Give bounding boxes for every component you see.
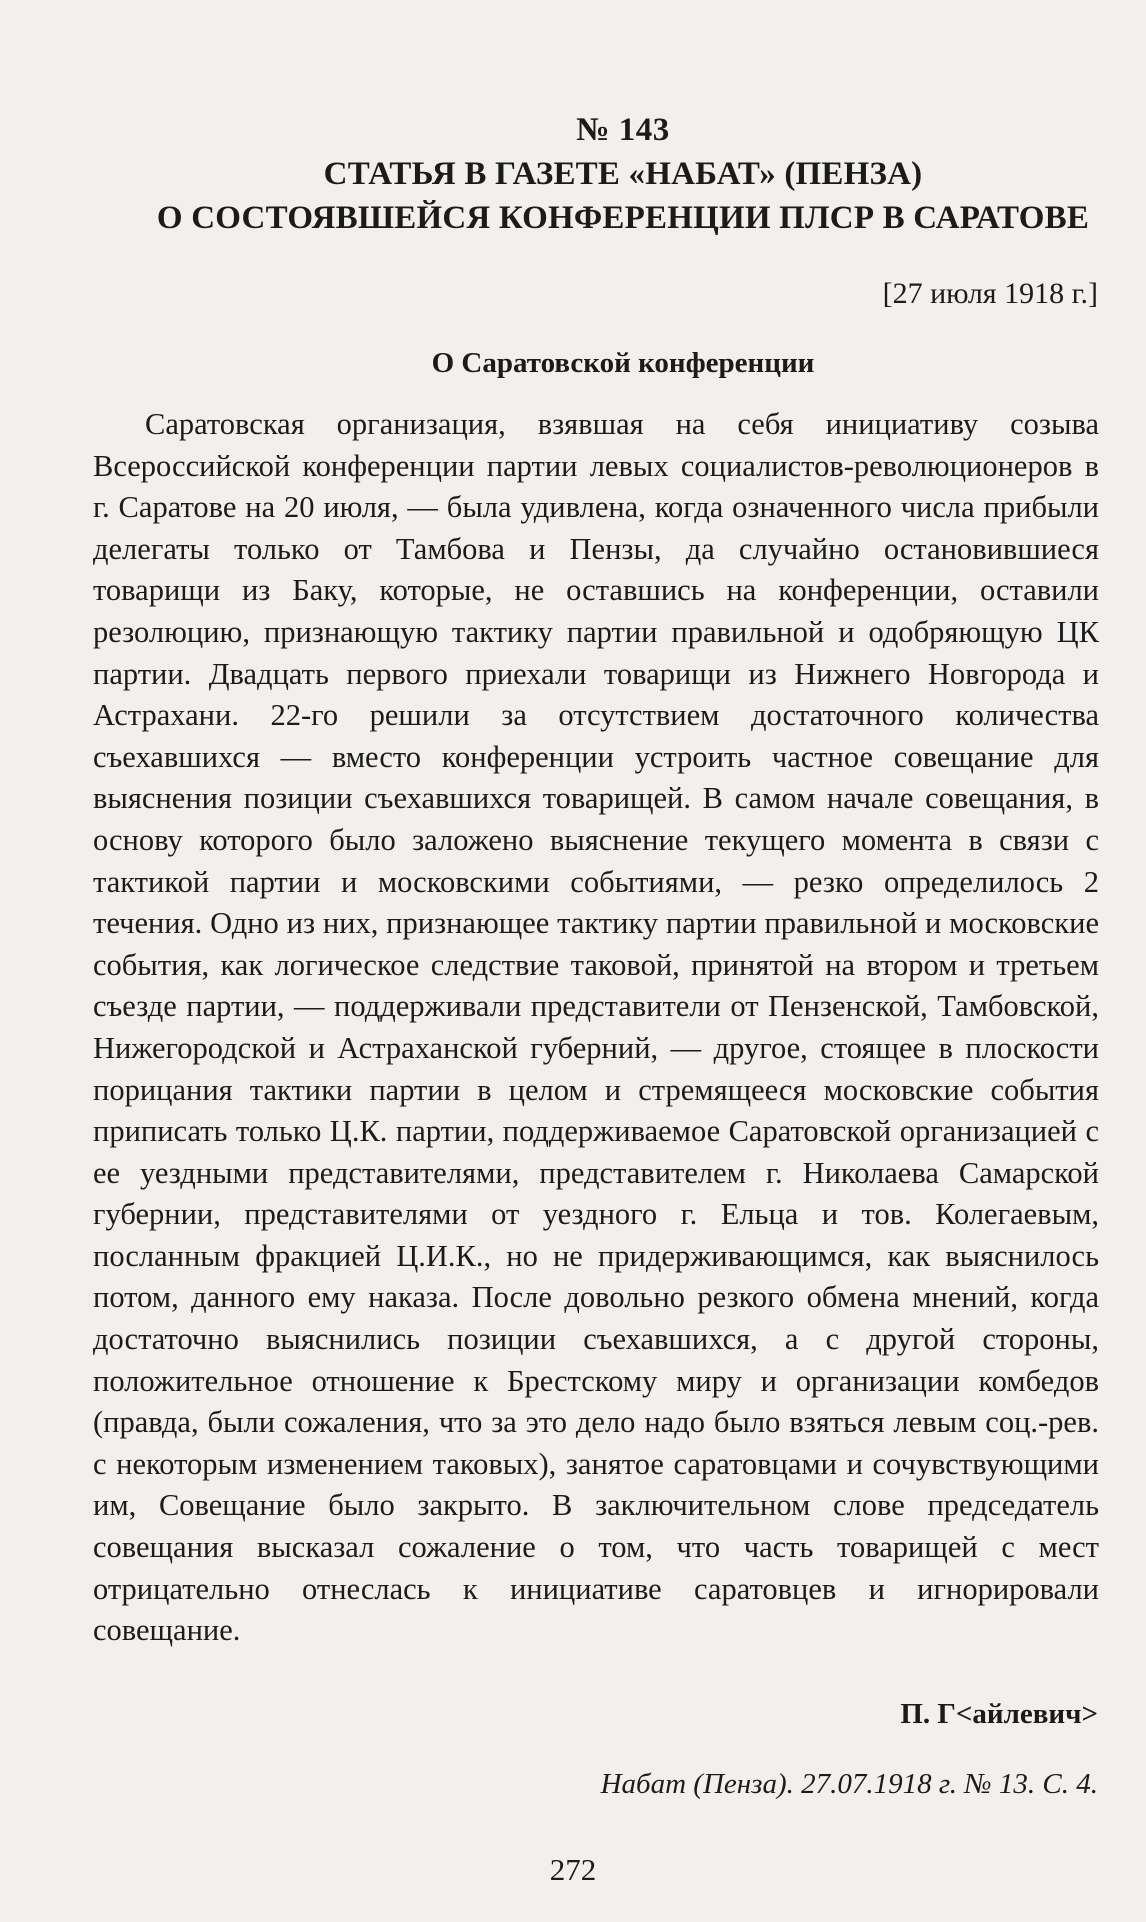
page-number: 272 [549,1852,597,1887]
document-date: [27 июля 1918 г.] [882,277,1098,310]
article-body: Саратовская организация, взявшая на себя инициативу созыва Всероссийской конференции партии левых социалистов-революционеров в г. Саратове на 20 июля, — была удивлена, когда означенного числа прибыли делегаты только от Тамбова и Пензы, да случайно остановившиеся товарищи из Баку, которые, не оставшись на конференции, оставили резолюцию, признающую тактику партии правильной и одобряющую ЦК партии. Двадцать первого приехали товарищи из Нижнего Новгорода и Астрахани. 22-го решили за отсутствием достаточного количества съехавшихся — вместо конференции устроить частное совещание для выяснения позиции съехавшихся товарищей. В самом начале совещания, в основу которого было заложено выяснение текущего момента в связи с тактикой партии и московскими событиями, — резко определилось 2 течения. Одно из них, признающее тактику партии правильной и московские события, как логическое следствие таковой, принятой на втором и третьем съезде партии, — поддерживали представители от Пензенской, Тамбовской, Нижегородской и Астраханской губерний, — другое, стоящее в плоскости порицания тактики партии в целом и стремящееся московские события приписать только Ц.К. партии, поддерживаемое Саратовской организацией с ее уездными представителями, представителем г. Николаева Самарской губернии, представителями от уездного г. Ельца и тов. Колегаевым, посланным фракцией Ц.И.К., но не придерживающимся, как выяснилось потом, данного ему наказа. После довольно резкого обмена мнений, когда достаточно выяснились позиции съехавшихся, а с другой стороны, положительное отношение к Брестскому миру и организации комбедов (правда, были сожаления, что за это дело надо было взяться левым соц.-рев. с некоторым изменением таковых), занятое саратовцами и сочувствующими им, Совещание было закрыто. В заключительном слове председатель совещания высказал сожаление о том, что часть товарищей с мест отрицательно отнеслась к инициативе саратовцев и игнорировали совещание. [93,407,1099,1648]
document-title-line-2: О СОСТОЯВШЕЙСЯ КОНФЕРЕНЦИИ ПЛСР В САРАТОВЕ [156,200,1090,236]
source-citation: Набат (Пенза). 27.07.1918 г. № 13. С. 4. [600,1768,1098,1800]
document-title-line-1: СТАТЬЯ В ГАЗЕТЕ «НАБАТ» (ПЕНЗА) [323,156,923,192]
author-signature: П. Г<айлевич> [900,1698,1098,1730]
document-number: № 143 [576,112,670,148]
article-subtitle: О Саратовской конференции [431,347,815,379]
document-header [150,108,1096,240]
